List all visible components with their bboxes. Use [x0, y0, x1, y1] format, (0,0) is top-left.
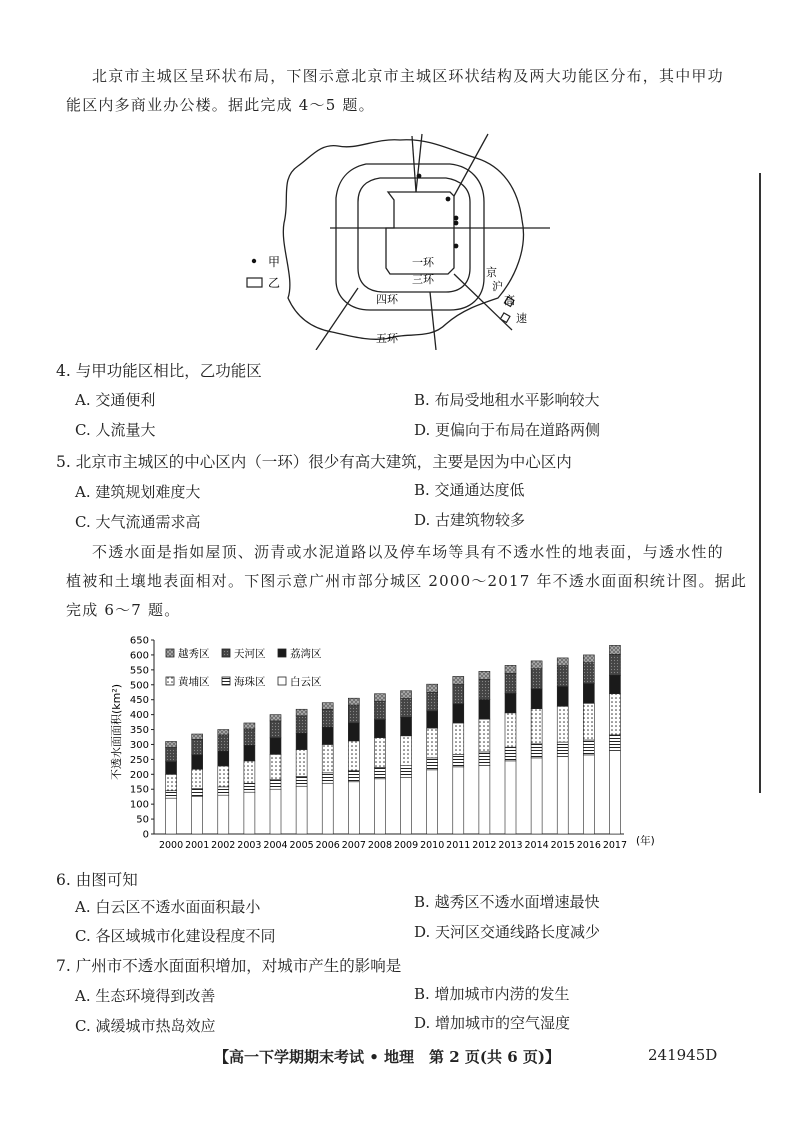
bar-segment: [453, 684, 464, 703]
bar-segment: [374, 701, 385, 720]
legend-jia-label: 甲: [268, 255, 281, 269]
bar-segment: [401, 691, 412, 699]
bar-segment: [166, 798, 177, 834]
bar-segment: [609, 654, 620, 675]
bar-segment: [427, 692, 438, 711]
bar-segment: [166, 741, 177, 747]
y-tick-label: 400: [129, 710, 149, 722]
intro-2-line-1: 不透水面是指如屋顶、沥青或水泥道路以及停车场等具有不透水性的地表面，与透水性的: [92, 543, 724, 561]
bar-segment: [479, 679, 490, 699]
y-tick-label: 450: [129, 695, 149, 707]
x-axis-unit: (年): [636, 835, 655, 847]
q7-option-c: C. 减缓城市热岛效应: [75, 1017, 216, 1035]
legend-swatch: [278, 677, 286, 685]
bar-segment: [505, 693, 516, 712]
bar-segment: [609, 694, 620, 735]
bar-segment: [374, 738, 385, 768]
bar-segment: [609, 675, 620, 694]
bar-segment: [505, 747, 516, 761]
bar-segment: [531, 661, 542, 669]
bar-segment: [453, 754, 464, 767]
bar-segment: [427, 711, 438, 728]
bar-segment: [244, 783, 255, 792]
bar-segment: [296, 750, 307, 777]
y-tick-label: 200: [129, 769, 149, 781]
bar-segment: [453, 676, 464, 684]
bar-segment: [427, 758, 438, 770]
intro-2-line-3: 完成 6～7 题。: [66, 601, 181, 619]
intro-2-line-2: 植被和土壤地表面相对。下图示意广州市部分城区 2000～2017 年不透水面面积统计图。据此: [66, 572, 748, 590]
bar-segment: [427, 770, 438, 834]
bar-segment: [505, 761, 516, 834]
q4-stem: 4. 与甲功能区相比，乙功能区: [56, 362, 262, 380]
bar-segment: [453, 704, 464, 723]
bar-segment: [322, 727, 333, 744]
bar-segment: [348, 705, 359, 723]
bar-segment: [453, 723, 464, 754]
bar-segment: [296, 776, 307, 786]
bar-segment: [166, 762, 177, 775]
beijing-ring-map: [240, 128, 550, 350]
page-code: 241945D: [648, 1046, 718, 1064]
q6-option-a: A. 白云区不透水面面积最小: [75, 898, 261, 916]
intro-1-line-1: 北京市主城区呈环状布局，下图示意北京市主城区环状结构及两大功能区分布，其中甲功: [92, 67, 724, 85]
expressway-label-hu: 沪: [492, 280, 503, 293]
y-tick-label: 0: [142, 829, 149, 841]
margin-line: [759, 173, 761, 793]
q4-option-d: D. 更偏向于布局在道路两侧: [414, 421, 601, 439]
bar-segment: [192, 769, 203, 788]
bar-segment: [609, 735, 620, 751]
legend-label: 白云区: [290, 676, 322, 688]
q7-stem: 7. 广州市不透水面面积增加，对城市产生的影响是: [56, 957, 402, 975]
x-tick-label: 2009: [393, 840, 419, 851]
y-tick-label: 150: [129, 784, 149, 796]
y-tick-label: 550: [129, 665, 149, 677]
bar-segment: [322, 773, 333, 783]
y-axis-label: 不透水面面积(km²): [110, 683, 123, 780]
bar-segment: [557, 687, 568, 707]
impervious-surface-chart: [106, 632, 666, 857]
legend-label: 荔湾区: [290, 648, 322, 660]
bar-segment: [218, 795, 229, 834]
bar-segment: [270, 789, 281, 834]
bar-segment: [401, 766, 412, 778]
bar-segment: [374, 767, 385, 778]
q4-option-a: A. 交通便利: [75, 391, 156, 409]
bar-segment: [583, 684, 594, 704]
bar-segment: [479, 700, 490, 719]
bar-segment: [244, 761, 255, 783]
bar-segment: [505, 665, 516, 673]
bar-segment: [583, 740, 594, 755]
bar-segment: [270, 780, 281, 790]
q5-option-c: C. 大气流通需求高: [75, 513, 201, 531]
bar-segment: [192, 755, 203, 769]
q6-stem: 6. 由图可知: [56, 871, 138, 889]
ring-label-5: 五环: [376, 332, 398, 345]
legend-yi-label: 乙: [268, 276, 281, 290]
bar-segment: [427, 728, 438, 758]
bar-segment: [348, 723, 359, 741]
bar-segment: [296, 733, 307, 749]
bar-segment: [218, 735, 229, 751]
x-tick-label: 2016: [576, 840, 601, 851]
bar-segment: [583, 663, 594, 684]
bar-segment: [479, 765, 490, 834]
x-tick-label: 2003: [237, 840, 262, 851]
legend-label: 海珠区: [234, 676, 266, 688]
legend-swatch: [166, 649, 174, 657]
x-tick-label: 2017: [602, 840, 628, 851]
intro-1-line-2: 能区内多商业办公楼。据此完成 4～5 题。: [66, 96, 375, 114]
x-tick-label: 2010: [420, 840, 445, 851]
bar-segment: [296, 709, 307, 716]
bar-segment: [557, 742, 568, 756]
bar-segment: [322, 744, 333, 772]
bar-segment: [348, 698, 359, 705]
q6-option-d: D. 天河区交通线路长度减少: [414, 923, 601, 941]
x-tick-label: 2011: [446, 840, 471, 851]
q6-option-b: B. 越秀区不透水面增速最快: [414, 893, 600, 911]
bar-segment: [531, 709, 542, 744]
bar-segment: [348, 741, 359, 771]
bar-segment: [427, 684, 438, 692]
y-tick-label: 350: [129, 725, 149, 737]
bar-segment: [583, 755, 594, 834]
bar-segment: [479, 719, 490, 752]
x-tick-label: 2000: [158, 840, 184, 851]
bar-segment: [531, 744, 542, 758]
bar-segment: [270, 715, 281, 721]
ring-label-1: 一环: [412, 256, 434, 269]
ring-label-3: 三环: [412, 273, 434, 286]
bar-segment: [583, 655, 594, 663]
expressway-label-su: 速: [516, 312, 527, 325]
intro-paragraph-1b: [66, 91, 706, 120]
bar-segment: [348, 782, 359, 834]
bar-segment: [557, 706, 568, 742]
bar-segment: [609, 750, 620, 834]
y-tick-label: 300: [129, 739, 149, 751]
bar-segment: [322, 703, 333, 710]
y-tick-label: 250: [129, 754, 149, 766]
legend-swatch: [222, 649, 230, 657]
bar-segment: [557, 658, 568, 666]
expressway-label-jing: 京: [486, 266, 497, 279]
ring-label-4: 四环: [376, 293, 398, 306]
bar-segment: [374, 779, 385, 834]
bar-segment: [609, 645, 620, 654]
bar-segment: [505, 673, 516, 693]
legend-swatch: [278, 649, 286, 657]
bar-segment: [479, 752, 490, 765]
q5-stem: 5. 北京市主城区的中心区内（一环）很少有高大建筑，主要是因为中心区内: [56, 453, 572, 471]
q7-option-b: B. 增加城市内涝的发生: [414, 985, 570, 1003]
q6-option-c: C. 各区域城市化建设程度不同: [75, 927, 276, 945]
q4-option-b: B. 布局受地租水平影响较大: [414, 391, 600, 409]
bar-segment: [244, 729, 255, 745]
legend-swatch: [222, 677, 230, 685]
bar-segment: [531, 669, 542, 689]
bar-segment: [401, 777, 412, 834]
bar-segment: [270, 754, 281, 779]
x-tick-label: 2008: [367, 840, 393, 851]
bar-segment: [244, 745, 255, 761]
y-tick-label: 650: [129, 635, 149, 647]
bar-segment: [166, 774, 177, 790]
page-footer: 【高一下学期期末考试 • 地理 第 2 页(共 6 页)】: [214, 1048, 560, 1066]
bar-segment: [322, 783, 333, 834]
q7-option-d: D. 增加城市的空气湿度: [414, 1014, 571, 1032]
bar-segment: [244, 792, 255, 834]
expressway-label-gao: 高: [504, 294, 515, 307]
x-tick-label: 2014: [524, 840, 549, 851]
bar-segment: [348, 771, 359, 782]
q4-option-c: C. 人流量大: [75, 421, 156, 439]
bar-segment: [192, 797, 203, 834]
bar-segment: [531, 689, 542, 709]
x-tick-label: 2007: [341, 840, 366, 851]
bar-segment: [479, 671, 490, 679]
legend-swatch: [166, 677, 174, 685]
y-tick-label: 50: [136, 814, 149, 826]
bar-segment: [531, 758, 542, 834]
bar-segment: [401, 736, 412, 766]
bar-segment: [296, 786, 307, 834]
x-tick-label: 2001: [185, 840, 210, 851]
x-tick-label: 2012: [472, 840, 497, 851]
x-tick-label: 2006: [315, 840, 340, 851]
q5-option-d: D. 古建筑物较多: [414, 511, 526, 529]
bar-segment: [296, 716, 307, 733]
bar-segment: [218, 730, 229, 735]
bar-segment: [374, 720, 385, 738]
x-tick-label: 2013: [498, 840, 523, 851]
bar-segment: [192, 734, 203, 739]
bar-segment: [453, 767, 464, 834]
x-tick-label: 2004: [263, 840, 288, 851]
bar-segment: [192, 739, 203, 755]
x-tick-label: 2015: [550, 840, 575, 851]
bar-segment: [401, 698, 412, 717]
bar-segment: [401, 717, 412, 736]
x-tick-label: 2002: [211, 840, 236, 851]
bar-segment: [218, 787, 229, 795]
bar-segment: [192, 789, 203, 797]
legend-label: 越秀区: [178, 648, 210, 660]
y-tick-label: 500: [129, 680, 149, 692]
bar-segment: [505, 713, 516, 747]
intro-paragraph-1: [92, 62, 732, 91]
bar-segment: [166, 747, 177, 761]
bar-segment: [218, 766, 229, 787]
bar-segment: [166, 791, 177, 798]
bar-segment: [270, 738, 281, 754]
x-tick-label: 2005: [289, 840, 314, 851]
bar-segment: [322, 709, 333, 727]
bar-segment: [374, 694, 385, 701]
q5-option-b: B. 交通通达度低: [414, 481, 525, 499]
legend-label: 黄埔区: [178, 676, 210, 688]
bar-segment: [244, 723, 255, 729]
y-tick-label: 600: [129, 650, 149, 662]
legend-label: 天河区: [234, 648, 266, 660]
bar-segment: [583, 703, 594, 740]
bar-segment: [557, 756, 568, 834]
bar-segment: [557, 666, 568, 687]
y-tick-label: 100: [129, 799, 149, 811]
q5-option-a: A. 建筑规划难度大: [75, 483, 201, 501]
bar-segment: [270, 721, 281, 738]
q7-option-a: A. 生态环境得到改善: [75, 987, 216, 1005]
bar-segment: [218, 751, 229, 766]
